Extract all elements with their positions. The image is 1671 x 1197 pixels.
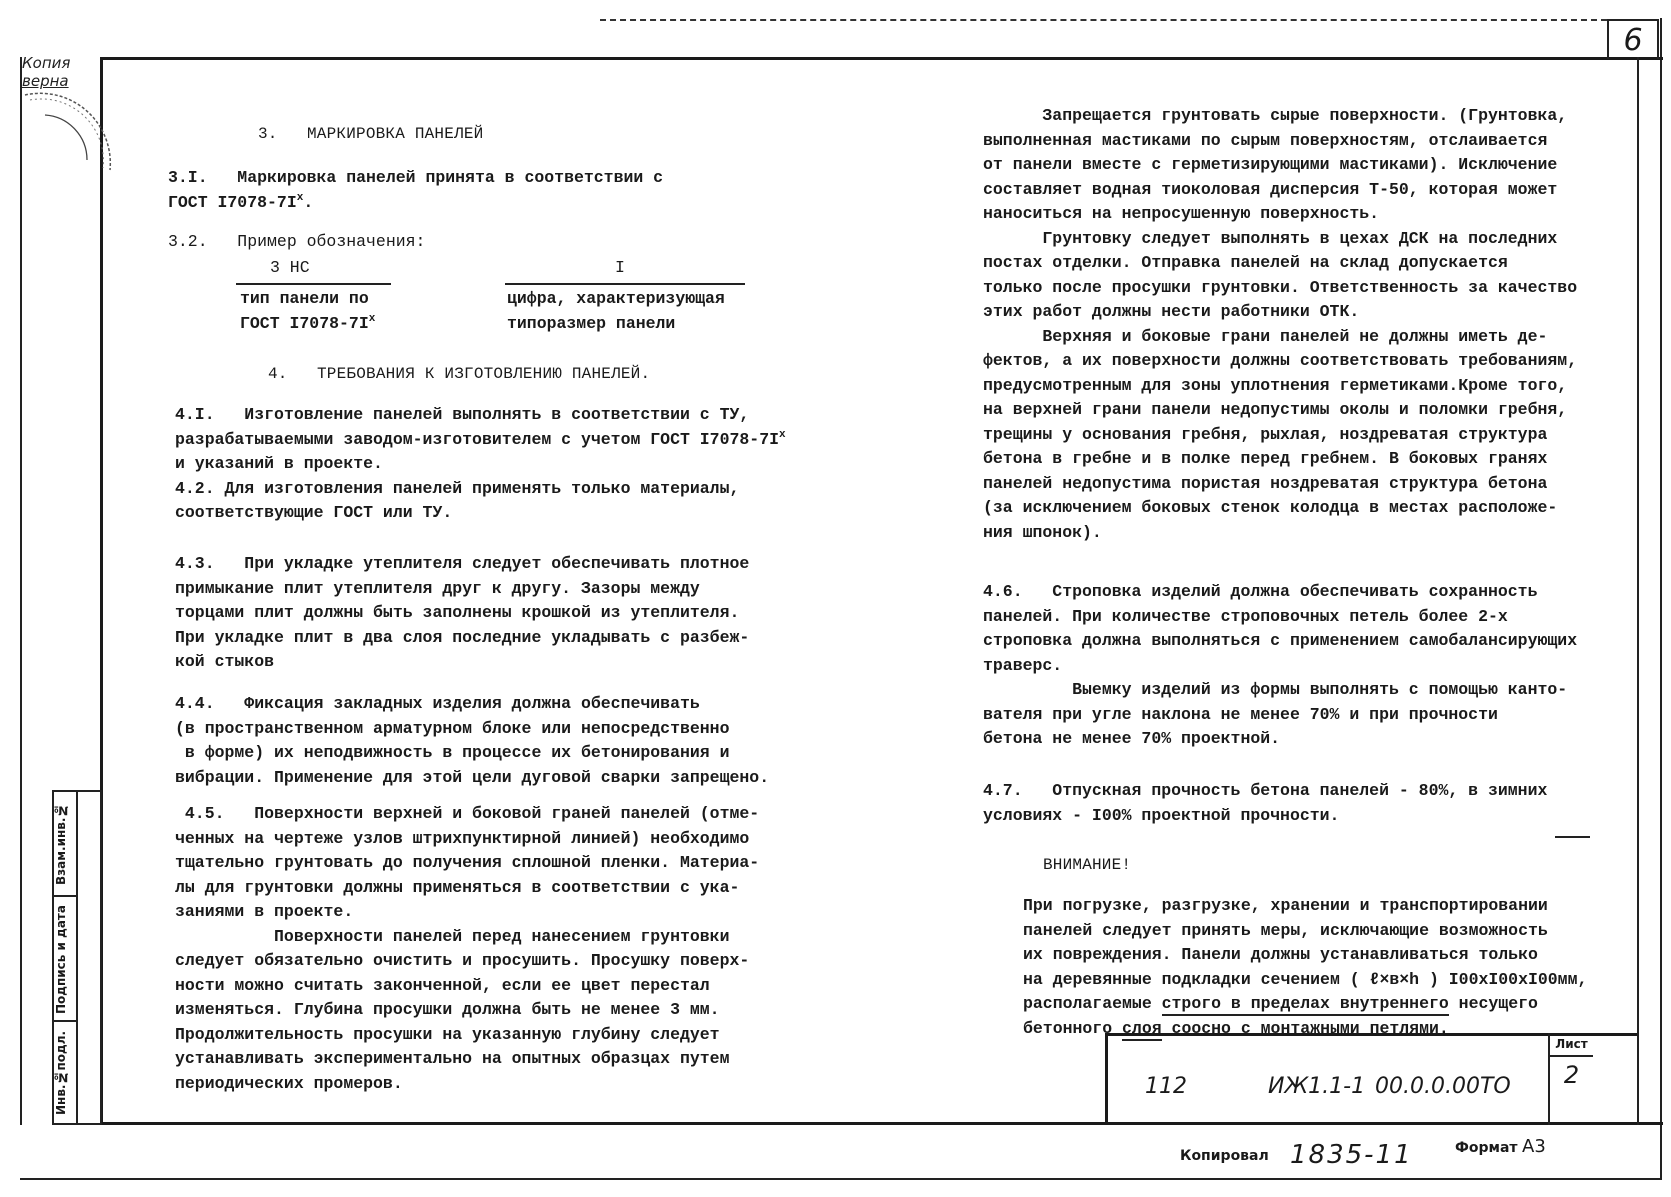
right-paragraph-priming (983, 104, 1577, 545)
p41-line (175, 428, 786, 453)
sheet-cell (1548, 1033, 1593, 1125)
section-4-heading (268, 362, 650, 387)
p45b-line: ности можно считать законченной, если ее цвет перестал (175, 975, 710, 995)
example-gost: ГОСТ I7078-7I (240, 313, 369, 333)
pa-line: наноситься на непросушенную поверхность. (983, 204, 1380, 223)
p47-line: 4.7. Отпускная прочность бетона панелей - 80%, в зимних (983, 781, 1548, 800)
pb-line: Грунтовку следует выполнять в цехах ДСК на последних (983, 228, 1558, 248)
corner-sheet-number: 6 (1607, 19, 1659, 59)
p45b-line: изменяться. Глубина просушки должна быть не менее 3 мм. (175, 1000, 720, 1019)
p41-line: 4.I. Изготовление панелей выполнять в соответствии с ТУ, (175, 405, 750, 424)
paragraph-4-1 (175, 403, 786, 526)
p42-line: 4.2. Для изготовления панелей применять только материалы, (175, 478, 740, 498)
p45b-line: периодических промеров. (175, 1073, 403, 1093)
pa-line: от панели вместе с герметизирующими мастиками). Исключение (983, 155, 1558, 174)
p44-line: вибрации. Применение для этой цели дуговой сварки запрещено. (175, 767, 770, 787)
p46-line: траверс. (983, 655, 1063, 675)
paragraph-4-5 (175, 802, 759, 1096)
side-table-divider (76, 792, 78, 1123)
p31-tail: . (303, 192, 314, 212)
example-desc-left (240, 287, 375, 336)
pa-line: составляет водная тиоколовая дисперсия Т-50, которая может (983, 179, 1558, 199)
attention-text: располагаемые (1023, 994, 1162, 1013)
paragraph-3-1 (168, 166, 663, 215)
outer-frame-top-edge (600, 19, 1607, 21)
stamp-text-line2: верна (22, 72, 69, 90)
p46-line: 4.6. Строповка изделий должна обеспечивать сохранность (983, 582, 1538, 601)
example-desc-right-line1: цифра, характеризующая (507, 289, 725, 308)
attention-line: их повреждения. Панели должны устанавливаться только (1023, 945, 1538, 964)
attention-line: При погрузке, разгрузке, хранении и транспортировании (1023, 896, 1548, 915)
pc-line: предусмотренным для зоны уплотнения герметиками.Кроме того, (983, 375, 1568, 395)
example-rule-right (505, 283, 745, 285)
p45b-line: следует обязательно очистить и просушить. Просушку поверх- (175, 951, 750, 970)
p43-line: кой стыков (175, 652, 275, 671)
paragraph-4-4 (175, 692, 769, 790)
side-label-signature: Подпись и дата (54, 905, 68, 1014)
p41-sup: х (779, 428, 786, 441)
side-signature-table (52, 790, 102, 1125)
attention-underlined: слоя (1122, 1019, 1162, 1041)
side-cell-signature (54, 897, 76, 1022)
frame-right-edge (1637, 57, 1639, 1125)
p43-line: 4.3. При укладке утеплителя следует обеспечивать плотное (175, 554, 750, 573)
sheet-value: 2 (1563, 1061, 1580, 1089)
p41-line-text: разрабатываемыми заводом-изготовителем с учетом ГОСТ I7078-7I (175, 429, 779, 449)
example-desc-right (507, 287, 725, 336)
p31-line1: 3.I. Маркировка панелей принята в соответствии с (168, 168, 664, 187)
pc-line: бетона в гребне и в полке перед гребнем. В боковых гранях (983, 449, 1548, 468)
p44-line: (в пространственном арматурном блоке или непосредственно (175, 718, 730, 738)
side-label-original: Инв.№подл. (54, 1030, 68, 1115)
sheet-label: Лист (1550, 1033, 1593, 1057)
p45b-line: Продолжительность просушки на указанную глубину следует (175, 1024, 720, 1044)
p45b-line: устанавливать экспериментально на опытных образцах путем (175, 1049, 730, 1068)
copied-label: Копировал (1180, 1148, 1269, 1164)
pc-line: трещины у основания гребня, рыхлая, ноздреватая структура (983, 424, 1548, 444)
pb-line: этих работ должны нести работники ОТК. (983, 302, 1360, 321)
side-cell-original (54, 1022, 76, 1123)
p46b-line: бетона не менее 70% проектной. (983, 729, 1281, 748)
p46b-line: Выемку изделий из формы выполнять с помощью канто- (983, 680, 1568, 699)
pa-line: выполненная мастиками по сырым поверхностям, отслаивается (983, 130, 1548, 150)
p41-line: и указаний в проекте. (175, 454, 383, 473)
p44-line: 4.4. Фиксация закладных изделия должна обеспечивать (175, 694, 700, 713)
paragraph-4-3 (175, 552, 749, 675)
p46-line: строповка должна выполняться с применением самобалансирующих (983, 631, 1578, 650)
example-sup: х (368, 312, 376, 325)
stamp-text-line1: Копия (22, 54, 71, 72)
pc-line: Верхняя и боковые грани панелей не должны иметь де- (983, 326, 1548, 346)
p42-line: соответствующие ГОСТ или ТУ. (175, 503, 453, 522)
attention-line: панелей следует принять меры, исключающие возможность (1023, 920, 1548, 940)
attention-text: бетонного (1023, 1018, 1123, 1038)
pb-line: только после просушки грунтовки. Ответственность за качество (983, 277, 1578, 297)
side-label-replacement: Взам.инв.№ (54, 803, 68, 886)
p45b-line: Поверхности панелей перед нанесением грунтовки (175, 926, 730, 946)
p45-line: тщательно грунтовать до получения сплошной пленки. Материа- (175, 853, 760, 872)
paragraph-4-7 (983, 779, 1547, 828)
p31-line2 (168, 191, 663, 216)
dash-mark (1555, 836, 1590, 838)
pc-line: (за исключением боковых стенок колодца в местах расположе- (983, 498, 1558, 517)
copied-value: 1835-11 (1290, 1140, 1413, 1170)
section-4-title: 4. ТРЕБОВАНИЯ К ИЗГОТОВЛЕНИЮ ПАНЕЛЕЙ. (268, 365, 651, 383)
pb-line: постах отделки. Отправка панелей на склад допускается (983, 253, 1508, 272)
attention-line (1023, 992, 1587, 1017)
attention-text: соосно с монтажными петлями. (1161, 1018, 1449, 1038)
p31-sup: х (296, 191, 304, 204)
attention-underlined: строго в пределах внутреннего (1162, 994, 1449, 1016)
p45-line: 4.5. Поверхности верхней и боковой граней панелей (отме- (175, 804, 760, 823)
title-block-code: 00.0.0.00ТО (1375, 1074, 1511, 1099)
paragraph-4-6 (983, 580, 1577, 752)
p47-line: условиях - I00% проектной прочности. (983, 805, 1340, 825)
p43-line: торцами плит должны быть заполнены крошкой из утеплителя. (175, 603, 740, 622)
p43-line: примыкание плит утеплителя друг к другу. Зазоры между (175, 578, 700, 598)
p45-line: заниями в проекте. (175, 902, 354, 921)
example-code-right: I (615, 258, 625, 277)
attention-title: ВНИМАНИЕ! (1043, 856, 1132, 874)
format-label: Формат (1455, 1140, 1518, 1156)
section-3-title: 3. МАРКИРОВКА ПАНЕЛЕЙ (258, 125, 484, 143)
format-value: А3 (1522, 1136, 1546, 1157)
pc-line: фектов, а их поверхности должны соответствовать требованиям, (983, 351, 1578, 370)
p45-line: ченных на чертеже узлов штрихпунктирной линией) необходимо (175, 828, 750, 848)
pa-line: Запрещается грунтовать сырые поверхности. (Грунтовка, (983, 106, 1568, 125)
title-block-series: ИЖ1.1-1 (1268, 1074, 1366, 1099)
pc-line: на верхней грани панели недопустимы околы и поломки гребня, (983, 400, 1568, 419)
p46-line: панелей. При количестве строповочных петель более 2-х (983, 606, 1508, 626)
p31-gost: ГОСТ I7078-7I (168, 192, 297, 212)
pc-line: панелей недопустима пористая ноздреватая структура бетона (983, 473, 1548, 493)
title-block-number: 112 (1145, 1074, 1187, 1099)
p46b-line: вателя при угле наклона не менее 70% и при прочности (983, 704, 1498, 724)
paragraph-3-2 (168, 230, 425, 255)
p43-line: При укладке плит в два слоя последние укладывать с разбеж- (175, 627, 750, 647)
attention-heading (1043, 853, 1131, 878)
example-rule-left (236, 283, 391, 285)
example-desc-left-line2 (240, 312, 375, 337)
example-code-left: 3 НС (270, 258, 310, 277)
section-3-heading (258, 122, 483, 147)
example-desc-right-line2: типоразмер панели (507, 313, 676, 333)
attention-line: на деревянные подкладки сечением ( ℓ×в×h ) I00хI00хI00мм, (1023, 969, 1588, 989)
side-cell-replacement (54, 792, 76, 897)
p44-line: в форме) их неподвижность в процессе их бетонирования и (175, 743, 730, 762)
p45-line: лы для грунтовки должны применяться в соответствии с ука- (175, 877, 740, 897)
example-desc-left-line1: тип панели по (240, 289, 369, 308)
p32-line1: 3.2. Пример обозначения: (168, 232, 426, 251)
pc-line: ния шпонок). (983, 522, 1102, 542)
attention-paragraph (1023, 894, 1587, 1041)
attention-text: несущего (1448, 994, 1538, 1013)
